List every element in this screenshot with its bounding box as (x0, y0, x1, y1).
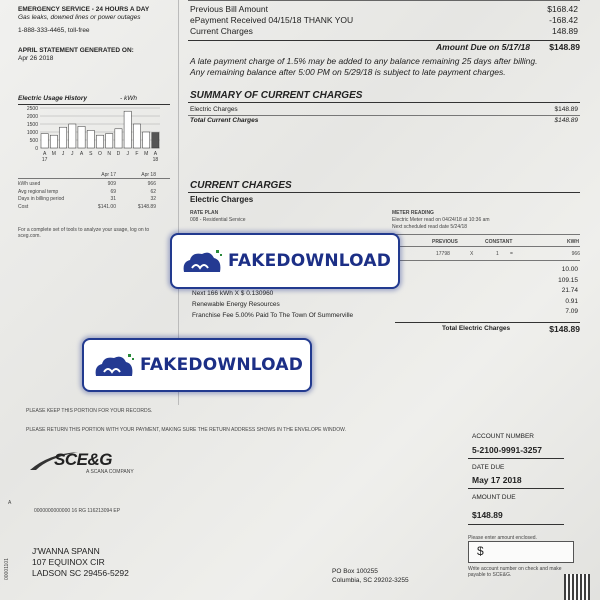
charge-amount: 0.91 (565, 297, 578, 305)
summary-top-rule (188, 0, 580, 1)
col-kwh: KWH (567, 239, 579, 245)
amount-enclosed-input[interactable] (468, 541, 574, 563)
year-label: 17 (41, 157, 48, 163)
write-note-2: payable to SCE&G. (468, 572, 512, 578)
usage-bar (50, 135, 57, 148)
x-tick-label: A (153, 151, 158, 157)
compare-row-label: Avg regional temp (18, 188, 59, 195)
enclosed-label: Please enter amount enclosed. (468, 535, 537, 541)
usage-bar (96, 135, 103, 148)
statement-date: Apr 26 2018 (18, 55, 54, 62)
y-tick-label: 2000 (26, 113, 38, 120)
write-note-1: Write account number on check and make (468, 566, 562, 572)
y-tick-label: 0 (35, 145, 38, 152)
x-tick-label: M (51, 151, 56, 157)
emergency-title: EMERGENCY SERVICE - 24 HOURS A DAY (18, 6, 150, 13)
usage-bar (143, 132, 150, 148)
reading-rule (398, 246, 580, 247)
meter-next-read: Next scheduled read date 5/24/18 (392, 224, 468, 230)
usage-bar (152, 133, 159, 148)
account-number-value: 5-2100-9991-3257 (472, 445, 542, 455)
return-notice: PLEASE RETURN THIS PORTION WITH YOUR PAYMENT, MAKING SURE THE RETURN ADDRESS SHOWS IN THE ENVELOPE WINDOW. (26, 427, 346, 433)
summary-current-rule (188, 102, 580, 103)
po-box-line-1: PO Box 100255 (332, 568, 378, 575)
y-tick-label: 1000 (26, 129, 38, 136)
reading-constant: 1 (496, 251, 499, 257)
compare-cell: $141.00 (97, 203, 116, 210)
reading-times: X (470, 251, 474, 257)
amount-due-value: $148.89 (549, 42, 580, 52)
usage-footer: For a complete set of tools to analyze your usage, log on to sceg.com. (18, 227, 150, 239)
meter-read-line: Electric Meter read on 04/24/18 at 10:36 am (392, 217, 490, 223)
dollar-sign: $ (477, 544, 484, 558)
summary-rule (188, 40, 580, 41)
summary-total-label: Total Current Charges (190, 117, 259, 124)
x-tick-label: N (107, 151, 112, 157)
compare-rule (18, 178, 170, 179)
watermark-text: FAKEDOWNLOAD (228, 251, 392, 271)
x-tick-label: A (79, 151, 84, 157)
usage-bar (41, 134, 48, 148)
col-previous: PREVIOUS (432, 239, 458, 245)
watermark-badge (170, 233, 400, 289)
total-electric-rule (395, 322, 580, 323)
x-tick-label: J (71, 151, 74, 157)
account-number-label: ACCOUNT NUMBER (472, 433, 534, 440)
keep-notice: PLEASE KEEP THIS PORTION FOR YOUR RECORDS. (26, 408, 153, 414)
amount-due-stub-value: $148.89 (472, 510, 503, 520)
usage-bar (106, 134, 113, 148)
reading-equals: = (510, 251, 513, 257)
qr-code-icon (564, 574, 590, 600)
charge-amount: 7.09 (565, 308, 578, 315)
usage-bar (59, 127, 66, 148)
summary-row-label: ePayment Received 04/15/18 THANK YOU (190, 15, 354, 25)
compare-row-label: Days in billing period (18, 196, 65, 202)
compare-header: Apr 17 (101, 172, 116, 178)
late-note-2: Any remaining balance after 5:00 PM on 5/29/18 is subject to late payment charges. (190, 67, 506, 77)
meter-reading-label: METER READING (392, 210, 434, 216)
usage-bar (78, 126, 85, 148)
compare-cell: 32 (150, 196, 156, 202)
amount-due-label: Amount Due on 5/17/18 (436, 42, 530, 52)
x-tick-label: S (89, 151, 93, 157)
charge-line: Franchise Fee 5.00% Paid To The Town Of Summerville (192, 312, 354, 319)
late-note-1: A late payment charge of 1.5% may be added to any balance remaining 25 days after billing. (190, 56, 538, 66)
summary-total-rule (188, 115, 580, 116)
summary-electric-value: $148.89 (554, 106, 578, 113)
summary-row-label: Previous Bill Amount (190, 4, 268, 14)
charge-amount: 10.00 (561, 266, 578, 273)
usage-chart-title: Electric Usage History (18, 95, 88, 102)
date-rule (468, 488, 564, 489)
usage-chart (18, 104, 170, 166)
scan-line: 0000000000000 16 RG 116213094 EP (34, 508, 121, 514)
usage-bar (124, 111, 131, 148)
statement-label: APRIL STATEMENT GENERATED ON: (18, 47, 134, 54)
rate-plan-value: 008 - Residential Service (190, 217, 246, 223)
x-tick-label: J (126, 151, 129, 157)
summary-row-value: -168.42 (549, 15, 578, 25)
electric-charges-heading: Electric Charges (190, 195, 254, 204)
side-code: 00001101 (4, 558, 10, 580)
charge-line: Next 166 kWh X $ 0.130960 (192, 290, 274, 297)
emergency-phone: 1-888-333-4465, toll-free (18, 27, 90, 34)
watermark-badge-2 (82, 338, 312, 392)
summary-row-label: Current Charges (190, 26, 253, 36)
amount-rule (468, 524, 564, 525)
total-electric-label: Total Electric Charges (442, 325, 511, 332)
date-due-label: DATE DUE (472, 464, 505, 471)
compare-cell: 966 (147, 181, 156, 187)
x-tick-label: D (116, 151, 121, 157)
reading-bottom-rule (398, 260, 580, 261)
sceg-logo-text: SCE&G (54, 450, 112, 469)
account-rule (468, 458, 564, 459)
col-constant: CONSTANT (485, 239, 513, 245)
x-tick-label: F (135, 151, 139, 157)
summary-row-value: 148.89 (552, 26, 578, 36)
y-tick-label: 2500 (26, 105, 38, 112)
summary-total-value: $148.89 (554, 117, 578, 124)
y-tick-label: 1500 (26, 121, 38, 128)
summary-row-value: $168.42 (547, 4, 578, 14)
date-due-value: May 17 2018 (472, 475, 522, 485)
po-box-line-2: Columbia, SC 29202-3255 (332, 577, 409, 584)
side-letter: A (8, 500, 12, 506)
compare-header: Apr 18 (141, 172, 156, 178)
y-tick-label: 500 (29, 137, 38, 144)
customer-address-2: LADSON SC 29456-5292 (32, 568, 129, 578)
amount-due-stub-label: AMOUNT DUE (472, 494, 516, 501)
year-label: 18 (152, 157, 159, 163)
summary-current-title: SUMMARY OF CURRENT CHARGES (190, 90, 363, 101)
charge-amount: 109.15 (558, 276, 578, 284)
charge-line: Renewable Energy Resources (192, 301, 280, 308)
usage-bar (87, 130, 94, 148)
cloud-logo-icon (180, 248, 224, 274)
summary-electric-label: Electric Charges (190, 106, 238, 113)
emergency-subtitle: Gas leaks, downed lines or power outages (18, 14, 141, 21)
cloud-logo-icon (92, 352, 136, 378)
rate-plan-label: RATE PLAN (190, 210, 219, 216)
compare-cell: 909 (107, 181, 116, 187)
reading-kwh: 966 (571, 251, 580, 257)
compare-cell: 62 (150, 188, 156, 195)
total-electric-value: $148.89 (549, 324, 580, 334)
x-tick-label: O (98, 151, 102, 157)
sceg-logo (28, 448, 138, 478)
reading-previous: 17798 (436, 251, 450, 257)
watermark-text: FAKEDOWNLOAD (140, 355, 304, 375)
x-tick-label: J (61, 151, 65, 157)
usage-bar (133, 124, 140, 148)
compare-cell: $148.89 (137, 203, 156, 210)
compare-row-label: Cost (18, 203, 29, 210)
current-charges-title: CURRENT CHARGES (190, 180, 292, 191)
compare-cell: 69 (110, 188, 116, 195)
usage-bar (115, 129, 122, 148)
current-charges-rule (188, 192, 580, 193)
customer-address-1: 107 EQUINOX CIR (32, 557, 105, 567)
x-tick-label: M (144, 151, 149, 157)
customer-name: J'WANNA SPANN (32, 546, 100, 556)
charge-amount: 21.74 (561, 287, 578, 294)
x-tick-label: A (42, 151, 47, 157)
compare-row-label: kWh used (18, 181, 41, 187)
compare-cell: 31 (110, 196, 116, 202)
usage-bar (69, 124, 76, 148)
sceg-logo-sub: A SCANA COMPANY (86, 469, 134, 475)
usage-chart-unit: - kWh (120, 95, 137, 102)
